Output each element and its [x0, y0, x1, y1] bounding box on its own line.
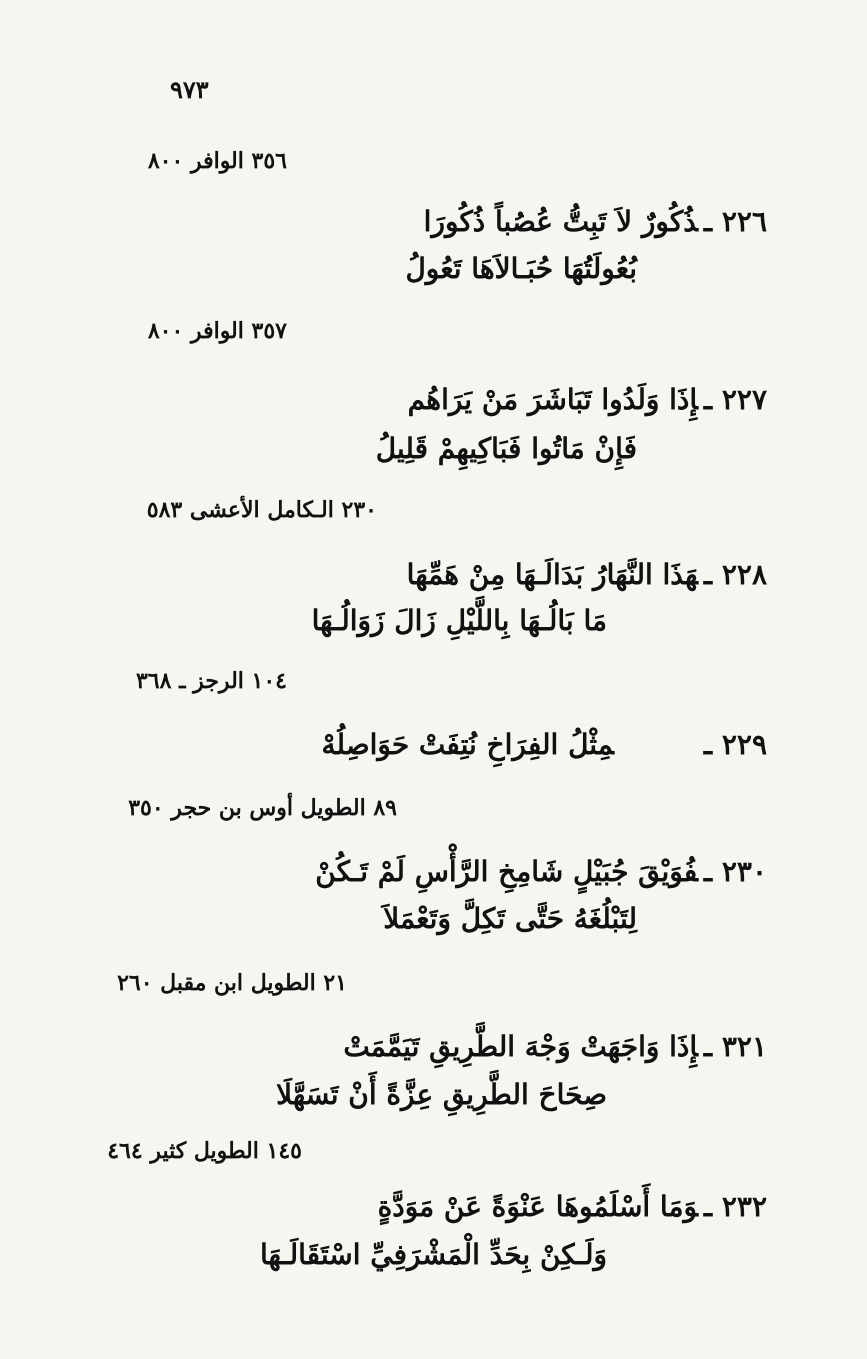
entry-reference: ٣٥٦ الوافر ٨٠٠: [147, 148, 287, 174]
verse-number: ٢٢٧ ـ: [703, 383, 767, 416]
verse-line: [322, 728, 767, 761]
verse-number: ٢٢٨ ـ: [703, 558, 767, 591]
verse-line: [424, 205, 767, 238]
verse-number: ٢٢٩ ـ: [703, 728, 767, 761]
verse-line: [343, 1030, 767, 1063]
verse-number: ٢٣٠ ـ: [703, 855, 767, 888]
verse-first-hemistich: إِذَا وَاجَهَتْ وَجْهَ الطَّرِيقِ تَيَمَّمَتْ: [343, 1030, 698, 1063]
verse-first-hemistich: إِذَا وَلَدُوا تَبَاشَرَ مَنْ يَرَاهُم: [407, 383, 698, 416]
entry-reference: ١٤٥ الطويل كثير ٤٦٤: [107, 1138, 302, 1164]
verse-line: [407, 558, 767, 591]
verse-second-hemistich: صِحَاحَ الطَّرِيقِ عِزَّةً أَنْ تَسَهَّلَا: [276, 1078, 607, 1111]
page-number: ٩٧٣: [170, 75, 209, 104]
verse-first-hemistich: وَمَا أَسْلَمُوهَا عَنْوَةً عَنْ مَوَدَّةٍ: [377, 1190, 698, 1223]
verse-line: [408, 383, 767, 416]
verse-first-hemistich: فُوَيْقَ جُبَيْلٍ شَامِخِ الرَّأْسِ لَمْ تَـكُنْ: [315, 855, 698, 888]
verse-first-hemistich: ذُكُورٌ لاَ تَبِتُّ عُصُباً ذُكُورَا: [423, 205, 698, 238]
verse-first-hemistich: هَذَا النَّهَارُ بَدَالَـهَا مِنْ هَمِّهَا: [406, 558, 698, 591]
entry-reference: ١٠٤ الرجز ـ ٣٦٨: [135, 668, 287, 694]
verse-second-hemistich: وَلَـكِنْ بِحَدِّ الْمَشْرَفِيِّ اسْتَقَالَـهَا: [259, 1238, 607, 1271]
entry-reference: ٢٣٠ الـكامل الأعشى ٥٨٣: [146, 497, 377, 523]
verse-number: ٢٢٦ ـ: [703, 205, 767, 238]
verse-line: [315, 855, 767, 888]
entry-reference: ٢١ الطويل ابن مقبل ٢٦٠: [117, 970, 347, 996]
entry-reference: ٨٩ الطويل أوس بن حجر ٣٥٠: [128, 795, 397, 821]
entry-reference: ٣٥٧ الوافر ٨٠٠: [147, 318, 287, 344]
verse-second-hemistich: لِتَبْلُغَهُ حَتَّى تَكِلَّ وَتَعْمَلاَ: [383, 902, 637, 935]
verse-line: [378, 1190, 767, 1223]
verse-second-hemistich: بُعُولَتُهَا حُبَـالاَهَا تَعُولُ: [405, 252, 637, 285]
verse-second-hemistich: مَا بَالُـهَا بِاللَّيْلِ زَالَ زَوَالُـهَا: [311, 604, 607, 637]
verse-second-hemistich: فَإِنْ مَاتُوا فَبَاكِيهِمْ قَلِيلُ: [375, 432, 637, 465]
verse-number: ٢٣٢ ـ: [703, 1190, 767, 1223]
verse-first-hemistich: مِثْلُ الفِرَاخِ نُتِفَتْ حَوَاصِلُهْ: [321, 728, 614, 761]
verse-number: ٣٢١ ـ: [703, 1030, 767, 1063]
